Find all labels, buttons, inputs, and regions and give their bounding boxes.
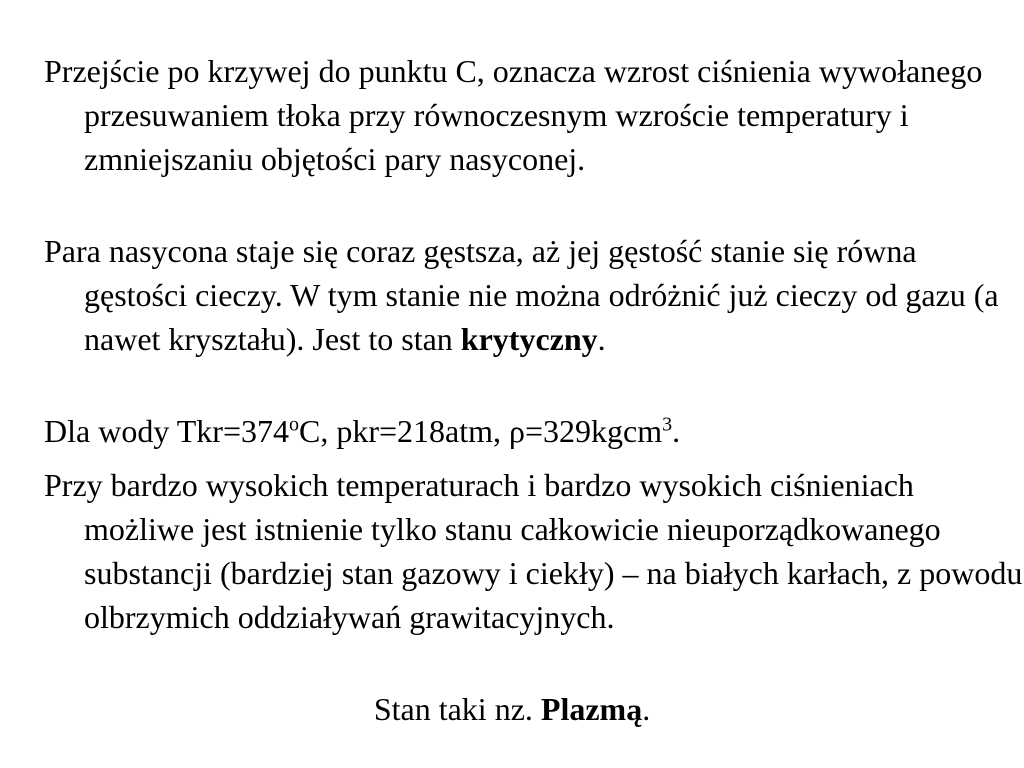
paragraph-critical-state-end: . <box>597 321 606 357</box>
water-values-a: Dla wody Tkr=374 <box>44 413 289 449</box>
term-krytyczny: krytyczny <box>460 321 598 357</box>
cubic-superscript: 3 <box>662 413 673 436</box>
paragraph-white-dwarfs: Przy bardzo wysokich temperaturach i bardzo wysokich ciśnieniach możliwe jest istnienie tylko stanu całkowicie nieuporządkowanego substancji (bardziej stan gazowy i ciekły) – na białych karłach, z powodu olbrzymich oddziaływań grawitacyjnych. <box>44 467 1023 635</box>
term-plazma: Plazmą <box>540 691 643 727</box>
water-values-b: C, pkr=218atm, ρ=329kgcm <box>298 413 663 449</box>
plasma-text: Stan taki nz. <box>373 691 541 727</box>
paragraph-critical-state <box>44 229 1024 361</box>
water-values-end: . <box>672 413 681 449</box>
paragraph-plasma <box>0 687 1024 731</box>
plasma-end: . <box>642 691 651 727</box>
paragraph-water-critical-values <box>44 409 1024 453</box>
degree-superscript: o <box>288 413 299 436</box>
paragraph-critical-curve: Przejście po krzywej do punktu C, oznacza wzrost ciśnienia wywołanego przesuwaniem tłoka przy równoczesnym wzroście temperatury i zmniejszaniu objętości pary nasyconej. <box>44 53 983 177</box>
paragraph-critical-state-text: Para nasycona staje się coraz gęstsza, aż jej gęstość stanie się równa gęstości cieczy. W tym stanie nie można odróżnić już cieczy od gazu (a nawet kryształu). Jest to stan <box>44 233 999 357</box>
